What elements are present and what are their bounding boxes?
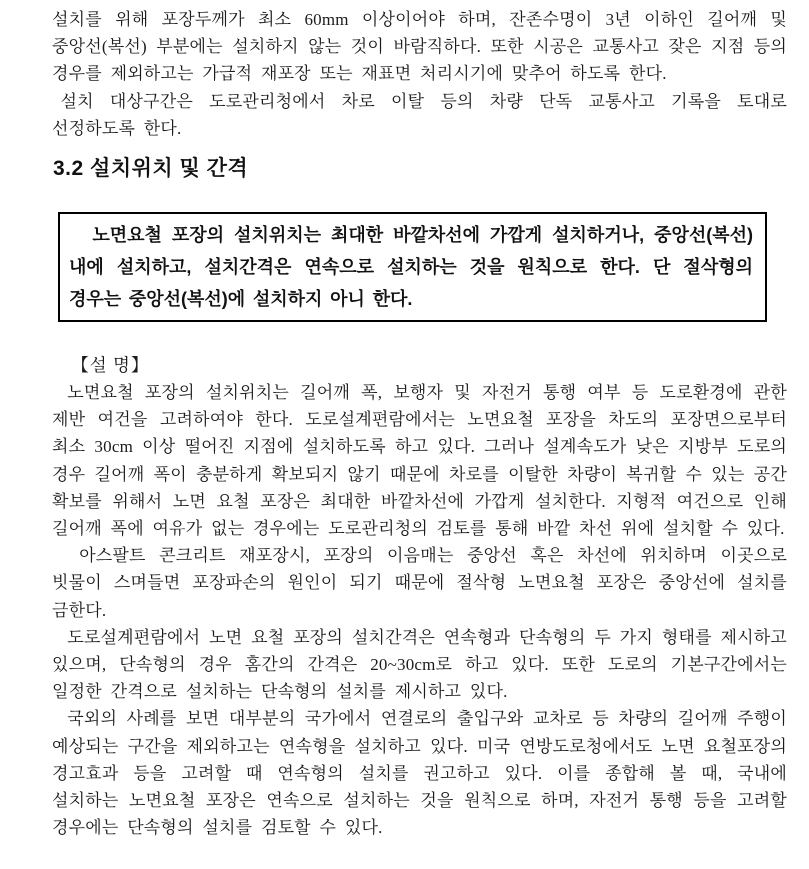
explanation-label: 【설 명】 bbox=[71, 355, 150, 376]
explanation-paragraph-asphalt-joint: 아스팔트 콘크리트 재포장시, 포장의 이음매는 중앙선 혹은 차선에 위치하며 이곳으로 빗물이 스며들면 포장파손의 원인이 되기 때문에 절삭형 노면요철 포장은 중앙선에 설치를 금한다. bbox=[52, 546, 787, 620]
provision-box bbox=[58, 212, 767, 322]
intro-paragraph-continued: 설치를 위해 포장두께가 최소 60mm 이상이어야 하며, 잔존수명이 3년 이하인 길어깨 및 중앙선(복선) 부분에는 설치하지 않는 것이 바람직하다. 또한 시공은 교통사고 잦은 지점 등의 경우를 제외하고는 가급적 재포장 또는 재표면 처리시기에 맞추어 하도록 한다. bbox=[52, 10, 787, 84]
intro-paragraph-target-sections: 설치 대상구간은 도로관리청에서 차로 이탈 등의 차량 단독 교통사고 기록을 토대로 선정하도록 한다. bbox=[52, 91, 787, 138]
explanation-paragraph-spacing-types: 도로설계편람에서 노면 요철 포장의 설치간격은 연속형과 단속형의 두 가지 형태를 제시하고 있으며, 단속형의 경우 홈간의 간격은 20~30cm로 하고 있다. 또한 도로의 기본구간에서는 일정한 간격으로 설치하는 단속형의 설치를 제시하고 있다. bbox=[52, 627, 787, 702]
explanation-paragraph-location: 노면요철 포장의 설치위치는 길어깨 폭, 보행자 및 자전거 통행 여부 등 도로환경에 관한 제반 여건을 고려하여야 한다. 도로설계편람에서는 노면요철 포장을 차도의 포장면으로부터 최소 30cm 이상 떨어진 지점에 설치하도록 하고 있다. 그러나 설계속도가 낮은 지방부 도로의 경우 길어깨 폭이 충분하게 확보되지 않기 때문에 차로를 이탈한 차량이 복귀할 수 있는 공간 확보를 위해서 노면 요철 포장은 최대한 바깥차선에 가깝게 설치한다. 지형적 여건으로 인해 길어깨 폭에 여유가 없는 경우에는 도로관리청의 검토를 통해 바깥 차선 위에 설치할 수 있다. bbox=[52, 383, 787, 539]
explanation-paragraph-foreign-cases: 국외의 사례를 보면 대부분의 국가에서 연결로의 출입구와 교차로 등 차량의 길어깨 주행이 예상되는 구간을 제외하고는 연속형을 설치하고 있다. 미국 연방도로청에서도 노면 요철포장의 경고효과 등을 고려할 때 연속형의 설치를 권고하고 있다. 이를 종합해 볼 때, 국내에 설치하는 노면요철 포장은 연속으로 설치하는 것을 원칙으로 하며, 자전거 통행 등을 고려할 경우에는 단속형의 설치를 검토할 수 있다. bbox=[52, 709, 787, 838]
provision-box-text: 노면요철 포장의 설치위치는 최대한 바깥차선에 가깝게 설치하거나, 중앙선(복선) 내에 설치하고, 설치간격은 연속으로 설치하는 것을 원칙으로 한다. 단 절삭형의 경우는 중앙선(복선)에 설치하지 아니 한다. bbox=[69, 225, 753, 310]
section-heading: 3.2 설치위치 및 간격 bbox=[53, 157, 249, 181]
